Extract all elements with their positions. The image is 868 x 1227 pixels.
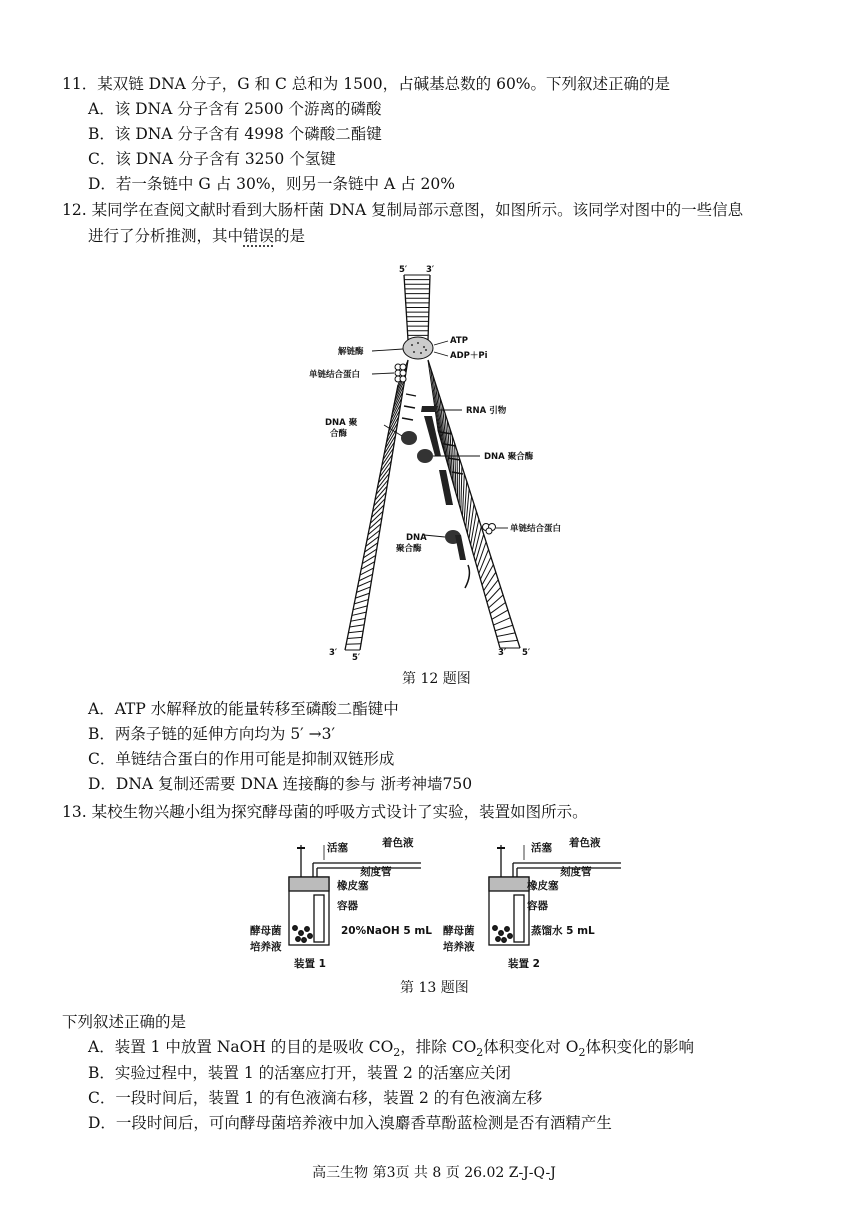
label-bottom-right-5prime: 5′ xyxy=(522,648,531,658)
helicase-icon xyxy=(403,337,433,359)
label-tube-2: 刻度管 xyxy=(560,866,592,878)
q12-stem-emph: 错误 xyxy=(243,227,275,245)
q13-a-part4: 体积变化的影响 xyxy=(585,1038,694,1056)
dna-polymerase-icon-2 xyxy=(417,449,433,463)
label-dye-1: 着色液 xyxy=(382,837,414,849)
label-water: 蒸馏水 5 mL xyxy=(531,925,595,937)
q13-option-c: C．一段时间后，装置 1 的有色液滴右移，装置 2 的有色液滴左移 xyxy=(88,1089,543,1107)
label-device-2: 装置 2 xyxy=(508,958,540,970)
label-naoh: 20%NaOH 5 mL xyxy=(341,925,432,937)
q13-a-sub1: 2 xyxy=(393,1046,401,1060)
label-dnapol-bottom-2: 聚合酶 xyxy=(396,544,422,554)
q11-option-b: B．该 DNA 分子含有 4998 个磷酸二酯键 xyxy=(88,125,382,143)
q13-stem: 13. 某校生物兴趣小组为探究酵母菌的呼吸方式设计了实验，装置如图所示。 xyxy=(62,803,588,821)
q13-a-part1: A．装置 1 中放置 NaOH 的目的是吸收 CO xyxy=(88,1038,394,1056)
q11-option-a: A．该 DNA 分子含有 2500 个游离的磷酸 xyxy=(88,100,382,118)
label-dnapol-left-2: 合酶 xyxy=(330,429,348,439)
q13-a-sub3: 2 xyxy=(578,1046,586,1060)
label-bottom-right-3prime: 3′ xyxy=(498,648,507,658)
q13-option-b: B．实验过程中，装置 1 的活塞应打开，装置 2 的活塞应关闭 xyxy=(88,1064,511,1082)
q13-a-part2: ，排除 CO xyxy=(400,1038,477,1056)
label-bottom-left-3prime: 3′ xyxy=(329,648,338,658)
label-dnapol-left-1: DNA 聚 xyxy=(325,418,358,428)
q12-caption: 第 12 题图 xyxy=(402,671,471,687)
label-top-3prime: 3′ xyxy=(426,265,435,275)
label-atp: ATP xyxy=(450,336,468,346)
label-yeast-2a: 酵母菌 xyxy=(443,925,475,937)
label-bottom-left-5prime: 5′ xyxy=(352,653,361,663)
label-top-5prime: 5′ xyxy=(399,265,408,275)
q11-option-d: D．若一条链中 G 占 30%，则另一条链中 A 占 20% xyxy=(88,175,455,193)
q13-a-part3: 体积变化对 O xyxy=(483,1038,579,1056)
q11-option-c: C．该 DNA 分子含有 3250 个氢键 xyxy=(88,150,336,168)
label-tube-1: 刻度管 xyxy=(360,866,392,878)
label-stopcock-1: 活塞 xyxy=(327,842,348,854)
label-dye-2: 着色液 xyxy=(569,837,601,849)
q13-caption: 第 13 题图 xyxy=(400,980,469,996)
label-yeast-1b: 培养液 xyxy=(250,941,282,953)
label-rna-primer: RNA 引物 xyxy=(466,406,507,416)
q13-a-sub2: 2 xyxy=(476,1046,484,1060)
label-yeast-2b: 培养液 xyxy=(443,941,475,953)
q12-option-a: A．ATP 水解释放的能量转移至磷酸二酯键中 xyxy=(88,700,399,718)
q12-stem-pre: 进行了分析推测，其中 xyxy=(88,227,244,245)
q12-stem-post: 的是 xyxy=(274,227,306,245)
q13-option-d: D．一段时间后，可向酵母菌培养液中加入溴麝香草酚蓝检测是否有酒精产生 xyxy=(88,1114,612,1132)
label-container-1: 容器 xyxy=(337,900,358,912)
label-rubber-2: 橡皮塞 xyxy=(527,880,559,892)
ssb-icon-2 xyxy=(483,524,496,535)
label-adp: ADP＋Pi xyxy=(450,351,488,361)
label-stopcock-2: 活塞 xyxy=(531,842,552,854)
q12-option-b: B．两条子链的延伸方向均为 5′ →3′ xyxy=(88,725,335,743)
label-dnapol-bottom-1: DNA xyxy=(406,533,427,543)
label-device-1: 装置 1 xyxy=(294,958,326,970)
label-container-2: 容器 xyxy=(527,900,548,912)
label-rubber-1: 橡皮塞 xyxy=(337,880,369,892)
q13-option-a xyxy=(88,1036,694,1064)
q13-intro: 下列叙述正确的是 xyxy=(62,1013,187,1031)
q11-stem: 11．某双链 DNA 分子，G 和 C 总和为 1500，占碱基总数的 60%。下列叙述正确的是 xyxy=(62,75,671,93)
q12-option-d: D．DNA 复制还需要 DNA 连接酶的参与 浙考神墙750 xyxy=(88,775,473,793)
label-ssb-1: 单链结合蛋白 xyxy=(309,370,361,380)
ssb-icon xyxy=(395,364,406,382)
label-ssb-2: 单链结合蛋白 xyxy=(510,524,562,534)
label-dnapol-right: DNA 聚合酶 xyxy=(484,452,534,462)
q12-option-c: C．单链结合蛋白的作用可能是抑制双链形成 xyxy=(88,750,395,768)
label-helicase: 解链酶 xyxy=(338,347,364,357)
q12-stem-line1: 12. 某同学在查阅文献时看到大肠杆菌 DNA 复制局部示意图，如图所示。该同学对图中的一些信息 xyxy=(62,201,744,219)
page-footer: 高三生物 第3页 共 8 页 26.02 Z-J-Q-J xyxy=(312,1165,556,1181)
label-yeast-1a: 酵母菌 xyxy=(250,925,282,937)
dna-polymerase-icon xyxy=(401,431,417,445)
